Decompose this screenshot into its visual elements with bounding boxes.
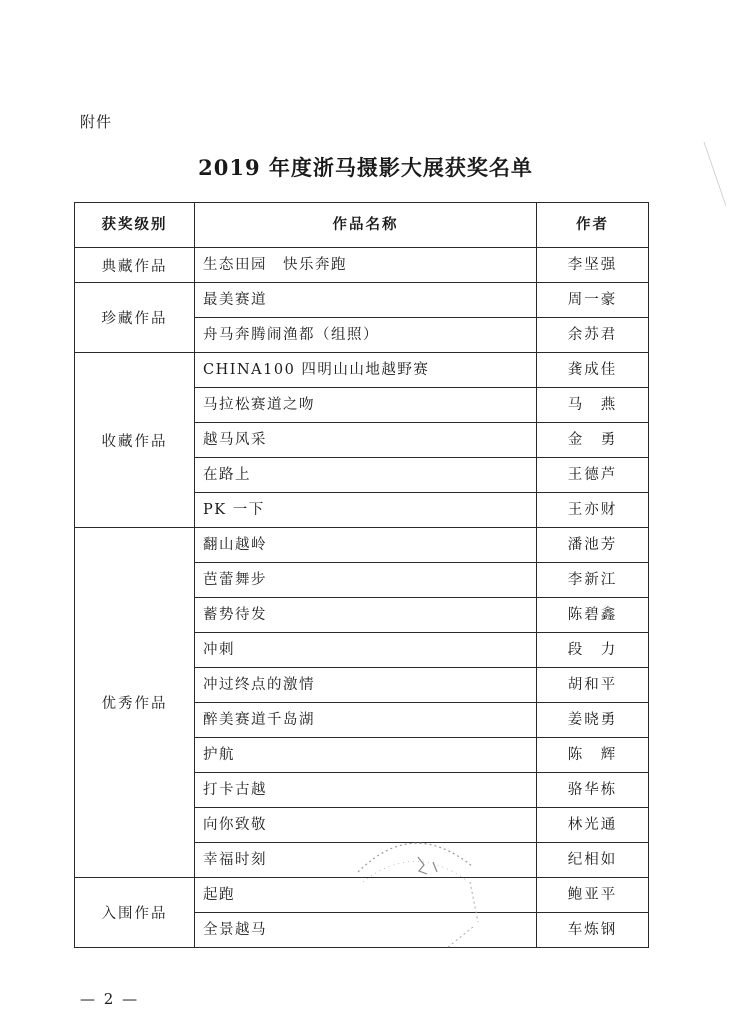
award-level-cell: 入围作品 bbox=[75, 878, 195, 948]
award-table bbox=[74, 202, 649, 948]
work-title-cell: 幸福时刻 bbox=[195, 843, 537, 878]
work-title-cell: PK 一下 bbox=[195, 493, 537, 528]
author-cell: 林光通 bbox=[537, 808, 649, 843]
work-title-cell: 起跑 bbox=[195, 878, 537, 913]
work-title-cell: 全景越马 bbox=[195, 913, 537, 948]
award-level-cell: 典藏作品 bbox=[75, 248, 195, 283]
header-author: 作者 bbox=[537, 203, 649, 248]
work-title-cell: 向你致敬 bbox=[195, 808, 537, 843]
award-level-cell: 收藏作品 bbox=[75, 353, 195, 528]
table-row bbox=[75, 248, 649, 283]
author-cell: 金 勇 bbox=[537, 423, 649, 458]
author-cell: 陈碧鑫 bbox=[537, 598, 649, 633]
work-title-cell: 生态田园 快乐奔跑 bbox=[195, 248, 537, 283]
header-work-title: 作品名称 bbox=[195, 203, 537, 248]
award-level-cell: 优秀作品 bbox=[75, 528, 195, 878]
author-cell: 胡和平 bbox=[537, 668, 649, 703]
work-title-cell: 冲刺 bbox=[195, 633, 537, 668]
author-cell: 李坚强 bbox=[537, 248, 649, 283]
author-cell: 王德芦 bbox=[537, 458, 649, 493]
author-cell: 姜晓勇 bbox=[537, 703, 649, 738]
work-title-cell: 越马风采 bbox=[195, 423, 537, 458]
author-cell: 陈 辉 bbox=[537, 738, 649, 773]
author-cell: 马 燕 bbox=[537, 388, 649, 423]
attachment-label: 附件 bbox=[80, 113, 113, 131]
author-cell: 周一豪 bbox=[537, 283, 649, 318]
author-cell: 鲍亚平 bbox=[537, 878, 649, 913]
work-title-cell: 醉美赛道千岛湖 bbox=[195, 703, 537, 738]
work-title-cell: 翻山越岭 bbox=[195, 528, 537, 563]
work-title-cell: 打卡古越 bbox=[195, 773, 537, 808]
work-title-cell: 马拉松赛道之吻 bbox=[195, 388, 537, 423]
author-cell: 骆华栋 bbox=[537, 773, 649, 808]
table-row bbox=[75, 353, 649, 388]
table-row bbox=[75, 528, 649, 563]
work-title-cell: 蓄势待发 bbox=[195, 598, 537, 633]
author-cell: 段 力 bbox=[537, 633, 649, 668]
table-row bbox=[75, 878, 649, 913]
work-title-cell: CHINA100 四明山山地越野赛 bbox=[195, 353, 537, 388]
author-cell: 潘池芳 bbox=[537, 528, 649, 563]
header-award-level: 获奖级别 bbox=[75, 203, 195, 248]
author-cell: 龚成佳 bbox=[537, 353, 649, 388]
table-row bbox=[75, 283, 649, 318]
page-number: — 2 — bbox=[80, 990, 140, 1008]
author-cell: 王亦财 bbox=[537, 493, 649, 528]
work-title-cell: 芭蕾舞步 bbox=[195, 563, 537, 598]
work-title-cell: 护航 bbox=[195, 738, 537, 773]
author-cell: 车炼钢 bbox=[537, 913, 649, 948]
author-cell: 余苏君 bbox=[537, 318, 649, 353]
award-level-cell: 珍藏作品 bbox=[75, 283, 195, 353]
table-header-row bbox=[75, 203, 649, 248]
author-cell: 纪相如 bbox=[537, 843, 649, 878]
table-body bbox=[75, 248, 649, 948]
work-title-cell: 舟马奔腾闹渔都（组照） bbox=[195, 318, 537, 353]
work-title-cell: 在路上 bbox=[195, 458, 537, 493]
work-title-cell: 冲过终点的激情 bbox=[195, 668, 537, 703]
work-title-cell: 最美赛道 bbox=[195, 283, 537, 318]
author-cell: 李新江 bbox=[537, 563, 649, 598]
document-title: 2019 年度浙马摄影大展获奖名单 bbox=[198, 155, 533, 180]
